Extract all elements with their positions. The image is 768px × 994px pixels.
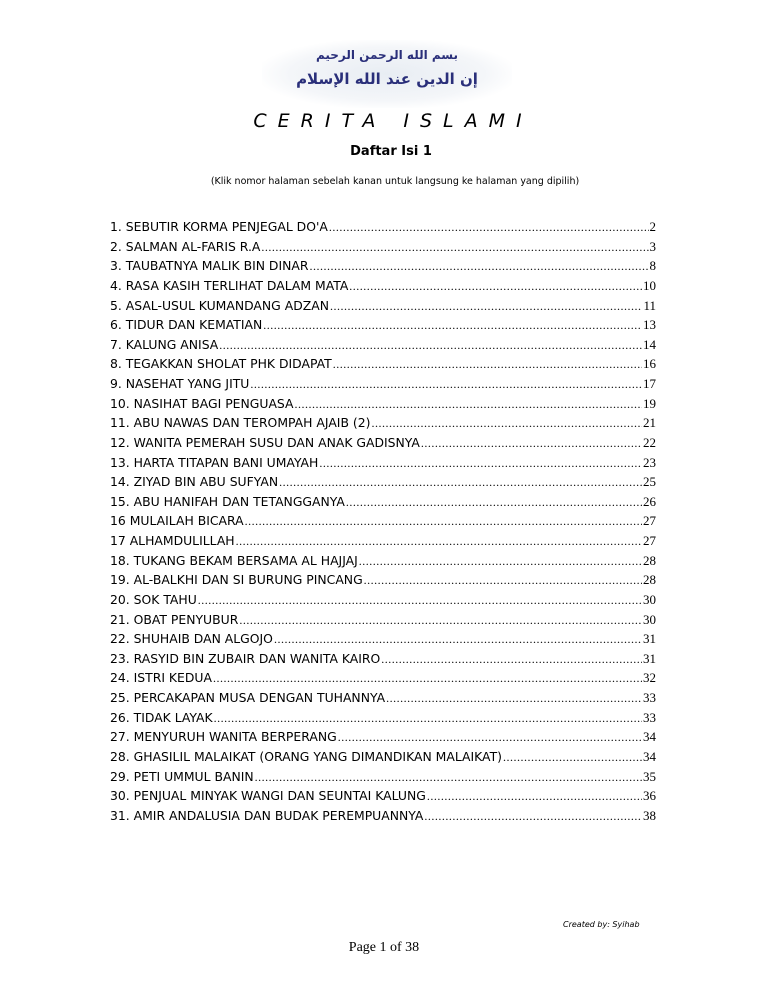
toc-entry-title[interactable]: 12. WANITA PEMERAH SUSU DAN ANAK GADISNYA	[110, 434, 420, 450]
toc-entry-title[interactable]: 1. SEBUTIR KORMA PENJEGAL DO'A	[110, 219, 328, 234]
dot-leader	[381, 652, 642, 667]
toc-page-link[interactable]: 8	[649, 258, 656, 274]
toc-entry[interactable]	[110, 533, 656, 553]
toc-entry[interactable]	[110, 788, 656, 808]
toc-entry[interactable]	[110, 278, 656, 298]
toc-entry-title[interactable]: 13. HARTA TITAPAN BANI UMAYAH	[110, 454, 319, 470]
toc-entry[interactable]	[110, 219, 656, 239]
toc-page-link[interactable]: 19	[643, 395, 656, 411]
toc-entry[interactable]	[110, 749, 656, 769]
toc-page-link[interactable]: 11	[643, 297, 656, 313]
toc-entry[interactable]	[110, 651, 656, 671]
dot-leader	[421, 436, 642, 451]
toc-entry-title[interactable]: 4. RASA KASIH TERLIHAT DALAM MATA	[110, 277, 349, 293]
dot-leader	[371, 416, 642, 431]
logo-arabic-line-1: بسم الله الرحمن الرحيم	[315, 48, 459, 62]
toc-entry[interactable]	[110, 396, 656, 416]
dot-leader	[364, 573, 642, 588]
toc-page-link[interactable]: 2	[649, 219, 656, 234]
toc-entry-title[interactable]: 25. PERCAKAPAN MUSA DENGAN TUHANNYA	[110, 690, 386, 705]
toc-entry-title[interactable]: 26. TIDAK LAYAK	[110, 709, 213, 725]
toc-page-link[interactable]: 33	[643, 709, 656, 725]
toc-entry[interactable]	[110, 690, 656, 710]
toc-page-link[interactable]: 38	[643, 807, 656, 823]
document-title: CERITA ISLAMI	[253, 110, 533, 132]
header-logo	[262, 40, 512, 108]
dot-leader	[424, 809, 642, 824]
dot-leader	[427, 789, 642, 804]
toc-entry[interactable]	[110, 592, 656, 612]
toc-page-link[interactable]: 16	[643, 356, 656, 372]
toc-entry[interactable]	[110, 435, 656, 455]
toc-entry[interactable]	[110, 258, 656, 278]
dot-leader	[214, 711, 642, 726]
dot-leader	[330, 299, 643, 314]
toc-entry-title[interactable]: 9. NASEHAT YANG JITU	[110, 376, 250, 391]
dot-leader	[219, 338, 642, 353]
toc-entry-title[interactable]: 15. ABU HANIFAH DAN TETANGGANYA	[110, 493, 345, 509]
toc-page-link[interactable]: 3	[649, 238, 656, 254]
dot-leader	[329, 220, 649, 235]
toc-page-link[interactable]: 27	[643, 513, 656, 529]
toc-page-link[interactable]: 31	[643, 650, 656, 666]
logo-arabic-line-2: إن الدين عند الله الإسلام	[296, 70, 478, 88]
toc-page-link[interactable]: 14	[643, 336, 656, 352]
toc-page-link[interactable]: 13	[643, 317, 656, 333]
toc-entry-title[interactable]: 18. TUKANG BEKAM BERSAMA AL HAJJAJ	[110, 552, 358, 568]
toc-entry[interactable]	[110, 572, 656, 592]
toc-entry[interactable]	[110, 710, 656, 730]
toc-entry[interactable]	[110, 612, 656, 632]
toc-entry[interactable]	[110, 769, 656, 789]
toc-page-link[interactable]: 30	[643, 591, 656, 607]
toc-entry-title[interactable]: 31. AMIR ANDALUSIA DAN BUDAK PEREMPUANNYA	[110, 807, 424, 823]
dot-leader	[503, 750, 642, 765]
toc-entry[interactable]	[110, 455, 656, 475]
toc-entry-title[interactable]: 2. SALMAN AL-FARIS R.A	[110, 238, 261, 254]
dot-leader	[198, 593, 642, 608]
document-subtitle: Daftar Isi 1	[350, 144, 432, 159]
toc-entry[interactable]	[110, 317, 656, 337]
toc-page-link[interactable]: 33	[643, 690, 656, 705]
dot-leader	[255, 770, 642, 785]
toc-entry[interactable]	[110, 239, 656, 259]
toc-entry-title[interactable]: 21. OBAT PENYUBUR	[110, 611, 239, 627]
toc-entry-title[interactable]: 20. SOK TAHU	[110, 591, 197, 607]
toc-page-link[interactable]: 23	[643, 454, 656, 470]
toc-entry-title[interactable]: 27. MENYURUH WANITA BERPERANG	[110, 729, 337, 745]
toc-entry-title[interactable]: 28. GHASILIL MALAIKAT (ORANG YANG DIMANDIKAN MALAIKAT)	[110, 748, 502, 764]
toc-page-link[interactable]: 31	[643, 631, 656, 647]
toc-page-link[interactable]: 28	[643, 572, 656, 588]
toc-page-link[interactable]: 34	[643, 748, 656, 764]
dot-leader	[333, 357, 642, 372]
toc-entry-title[interactable]: 22. SHUHAIB DAN ALGOJO	[110, 631, 273, 647]
toc-page-link[interactable]: 32	[643, 670, 656, 686]
toc-page-link[interactable]: 22	[643, 434, 656, 450]
toc-entry[interactable]	[110, 729, 656, 749]
dot-leader	[239, 613, 642, 628]
toc-entry[interactable]	[110, 298, 656, 318]
dot-leader	[338, 730, 642, 745]
toc-entry[interactable]	[110, 670, 656, 690]
toc-entry-title[interactable]: 8. TEGAKKAN SHOLAT PHK DIDAPAT	[110, 356, 332, 372]
toc-entry[interactable]	[110, 808, 656, 828]
toc-page-link[interactable]: 30	[643, 611, 656, 627]
toc-page-link[interactable]: 36	[643, 788, 656, 804]
toc-page-link[interactable]: 17	[643, 376, 656, 391]
dot-leader	[386, 691, 642, 706]
toc-page-link[interactable]: 10	[643, 277, 656, 293]
toc-entry-title[interactable]: 6. TIDUR DAN KEMATIAN	[110, 317, 263, 333]
toc-entry[interactable]	[110, 494, 656, 514]
dot-leader	[359, 554, 642, 569]
toc-page-link[interactable]: 26	[643, 493, 656, 509]
toc-page-link[interactable]: 21	[643, 415, 656, 431]
toc-page-link[interactable]: 25	[643, 474, 656, 490]
toc-entry-title[interactable]: 24. ISTRI KEDUA	[110, 670, 212, 686]
created-by: Created by: Syihab	[563, 920, 640, 929]
toc-entry[interactable]	[110, 356, 656, 376]
toc-entry[interactable]	[110, 415, 656, 435]
toc-entry-title[interactable]: 11. ABU NAWAS DAN TEROMPAH AJAIB (2)	[110, 415, 371, 431]
page-number: Page 1 of 38	[348, 940, 420, 955]
dot-leader	[213, 671, 642, 686]
toc-entry-title[interactable]: 3. TAUBATNYA MALIK BIN DINAR	[110, 258, 309, 274]
toc-entry[interactable]	[110, 376, 656, 396]
toc-entry[interactable]	[110, 513, 656, 533]
toc-entry-title[interactable]: 7. KALUNG ANISA	[110, 336, 219, 352]
dot-leader	[263, 318, 642, 333]
dot-leader	[274, 632, 642, 647]
toc-entry-title[interactable]: 29. PETI UMMUL BANIN	[110, 768, 254, 784]
toc-entry-title[interactable]: 16 MULAILAH BICARA	[110, 513, 244, 529]
toc-entry-title[interactable]: 14. ZIYAD BIN ABU SUFYAN	[110, 474, 279, 490]
dot-leader	[309, 259, 648, 274]
dot-leader	[346, 495, 642, 510]
dot-leader	[261, 240, 648, 255]
dot-leader	[250, 377, 642, 392]
toc-entry-title[interactable]: 19. AL-BALKHI DAN SI BURUNG PINCANG	[110, 572, 363, 588]
toc-entry-title[interactable]: 23. RASYID BIN ZUBAIR DAN WANITA KAIRO	[110, 650, 381, 666]
dot-leader	[319, 456, 642, 471]
dot-leader	[236, 534, 642, 549]
dot-leader	[349, 279, 642, 294]
instruction-note: (Klik nomor halaman sebelah kanan untuk langsung ke halaman yang dipilih)	[210, 176, 580, 187]
dot-leader	[279, 475, 642, 490]
toc-entry[interactable]	[110, 553, 656, 573]
toc-entry-title[interactable]: 17 ALHAMDULILLAH	[110, 533, 235, 548]
toc-page-link[interactable]: 35	[643, 768, 656, 784]
table-of-contents	[110, 219, 656, 827]
toc-entry-title[interactable]: 30. PENJUAL MINYAK WANGI DAN SEUNTAI KALUNG	[110, 788, 426, 804]
toc-entry[interactable]	[110, 474, 656, 494]
dot-leader	[245, 514, 642, 529]
toc-entry-title[interactable]: 5. ASAL-USUL KUMANDANG ADZAN	[110, 297, 329, 313]
dot-leader	[295, 397, 643, 412]
toc-page-link[interactable]: 27	[643, 533, 656, 548]
toc-entry-title[interactable]: 10. NASIHAT BAGI PENGUASA	[110, 395, 294, 411]
toc-page-link[interactable]: 28	[643, 552, 656, 568]
toc-entry[interactable]	[110, 337, 656, 357]
toc-entry[interactable]	[110, 631, 656, 651]
toc-page-link[interactable]: 34	[643, 729, 656, 745]
